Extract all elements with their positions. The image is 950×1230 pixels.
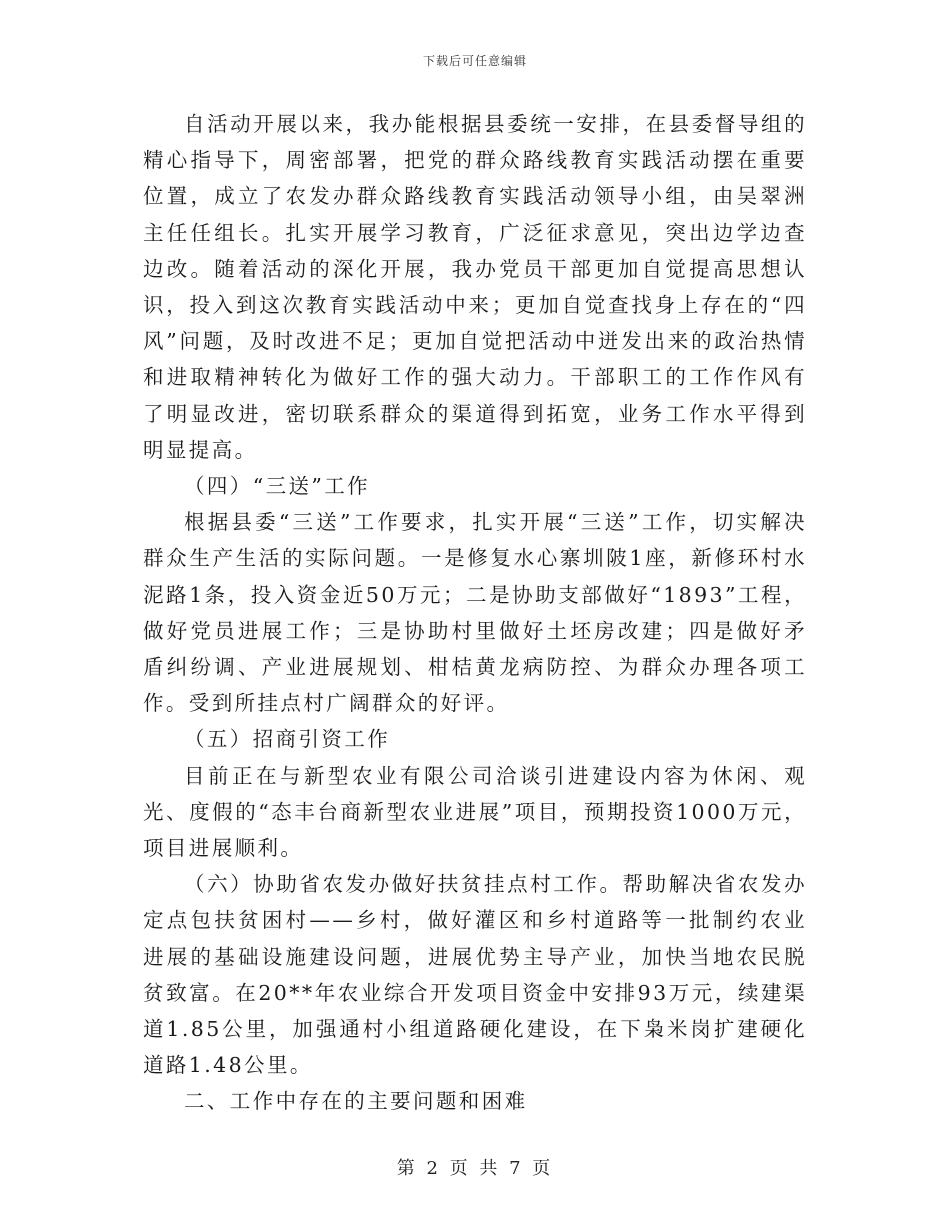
paragraph-san-song: 根据县委“三送”工作要求，扎实开展“三送”工作，切实解决群众生产生活的实际问题。一是修复水心寨圳陂1座，新修环村水泥路1条，投入资金近50万元；二是协助支部做好“1893”工程，做好党员进展工作；三是协助村里做好土坯房改建；四是做好矛盾纠纷调、产业进展规划、柑桔黄龙病防控、为群众办理各项工作。受到所挂点村广阔群众的好评。 bbox=[143, 510, 807, 716]
section-heading-problems: 二、工作中存在的主要问题和困难 bbox=[184, 1089, 528, 1114]
section-heading-san-song: （四）“三送”工作 bbox=[184, 474, 371, 499]
paragraph-poverty-assistance: （六）协助省农发办做好扶贫挂点村工作。帮助解决省农发办定点包扶贫困村——乡村，做好灌区和乡村道路等一批制约农业进展的基础设施建设问题，进展优势主导产业，加快当地农民脱贫致富。在20**年农业综合开发项目资金中安排93万元，续建渠道1.85公里，加强通村小组道路硬化建设，在下枭米岗扩建硬化道路1.48公里。 bbox=[143, 872, 807, 1078]
page-number: 第 2 页 共 7 页 bbox=[396, 1158, 554, 1179]
header-note: 下载后可任意编辑 bbox=[422, 54, 527, 68]
document-body bbox=[143, 106, 807, 1120]
paragraph-activity-summary: 自活动开展以来，我办能根据县委统一安排，在县委督导组的精心指导下，周密部署，把党的群众路线教育实践活动摆在重要位置，成立了农发办群众路线教育实践活动领导小组，由吴翠洲主任任组长。扎实开展学习教育，广泛征求意见，突出边学边查边改。随着活动的深化开展，我办党员干部更加自觉提高思想认识，投入到这次教育实践活动中来；更加自觉查找身上存在的“四风”问题，及时改进不足；更加自觉把活动中迸发出来的政治热情和进取精神转化为做好工作的强大动力。干部职工的工作作风有了明显改进，密切联系群众的渠道得到拓宽，业务工作水平得到明显提高。 bbox=[143, 112, 807, 462]
paragraph-investment: 目前正在与新型农业有限公司洽谈引进建设内容为休闲、观光、度假的“态丰台商新型农业进展”项目，预期投资1000万元，项目进展顺利。 bbox=[143, 763, 807, 861]
section-heading-investment: （五）招商引资工作 bbox=[184, 727, 391, 752]
